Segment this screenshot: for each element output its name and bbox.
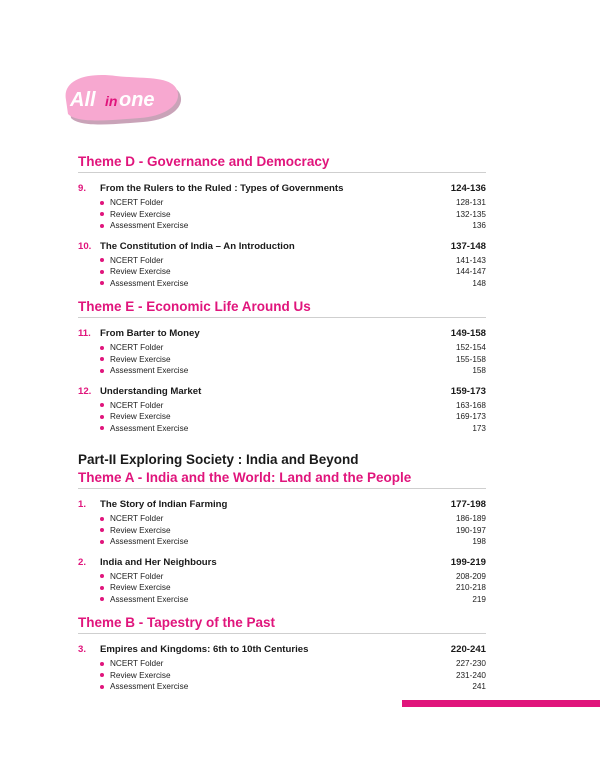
chapter-entry [78, 183, 486, 232]
chapter-entry [78, 644, 486, 693]
chapter-row[interactable] [78, 328, 486, 342]
part-heading: Part-II Exploring Society : India and Beyond [78, 452, 359, 467]
subitem-row[interactable] [78, 571, 486, 583]
bullet-icon [100, 586, 104, 590]
subitem-label: NCERT Folder [110, 400, 164, 410]
chapter-entry [78, 499, 486, 548]
chapter-row[interactable] [78, 241, 486, 255]
chapter-number: 2. [78, 556, 87, 568]
subitem-pages: 152-154 [455, 343, 486, 353]
subitem-pages: 163-168 [455, 400, 486, 410]
chapter-number: 11. [78, 328, 91, 339]
subitem-label: Assessment Exercise [110, 594, 189, 604]
bullet-icon [100, 540, 104, 544]
chapter-pages: 199-219 [450, 556, 486, 568]
bullet-icon [100, 212, 104, 216]
chapter-entry [78, 386, 486, 435]
chapter-pages: 149-158 [450, 328, 486, 339]
subitem-label: NCERT Folder [110, 198, 164, 208]
subitem-row[interactable] [78, 365, 486, 377]
chapter-pages: 159-173 [450, 385, 486, 397]
subitem-label: NCERT Folder [110, 343, 164, 353]
chapter-title: India and Her Neighbours [100, 556, 217, 568]
subitem-pages: 198 [472, 537, 486, 547]
bullet-icon [100, 357, 104, 361]
bullet-icon [100, 426, 104, 430]
theme-heading: Theme D - Governance and Democracy [78, 154, 486, 173]
chapter-row[interactable] [78, 386, 486, 400]
chapter-number: 12. [78, 385, 92, 397]
bullet-icon [100, 281, 104, 285]
bullet-icon [100, 685, 104, 689]
subitem-row[interactable] [78, 525, 486, 537]
subitem-label: Assessment Exercise [110, 278, 189, 288]
subitem-pages: 144-147 [455, 267, 486, 277]
subitem-row[interactable] [78, 209, 486, 221]
bullet-icon [100, 597, 104, 601]
chapter-pages: 177-198 [450, 499, 486, 510]
subitem-row[interactable] [78, 423, 486, 435]
bullet-icon [100, 403, 104, 407]
subitem-pages: 169-173 [455, 412, 486, 422]
subitem-pages: 231-240 [455, 670, 486, 680]
subitem-label: NCERT Folder [110, 659, 164, 669]
subitem-label: Review Exercise [110, 670, 171, 680]
bullet-icon [100, 517, 104, 521]
chapter-row[interactable] [78, 183, 486, 197]
subitem-pages: 141-143 [455, 255, 486, 265]
logo-text-all: All [70, 89, 96, 111]
bullet-icon [100, 528, 104, 532]
bullet-icon [100, 258, 104, 262]
table-of-contents [78, 154, 486, 693]
subitem-pages: 173 [472, 423, 486, 433]
chapter-row[interactable] [78, 644, 486, 658]
bullet-icon [100, 201, 104, 205]
bullet-icon [100, 662, 104, 666]
subitem-label: NCERT Folder [110, 514, 164, 524]
subitem-pages: 219 [472, 594, 486, 604]
subitem-row[interactable] [78, 411, 486, 423]
subitem-row[interactable] [78, 220, 486, 232]
subitem-pages: 148 [472, 278, 486, 288]
subitem-row[interactable] [78, 342, 486, 354]
subitem-row[interactable] [78, 354, 486, 366]
chapter-number: 9. [78, 183, 87, 194]
subitem-row[interactable] [78, 582, 486, 594]
subitem-label: Review Exercise [110, 267, 171, 277]
chapter-title: From Barter to Money [100, 328, 200, 339]
subitem-label: Review Exercise [110, 525, 171, 535]
theme-heading: Theme E - Economic Life Around Us [78, 299, 486, 318]
subitem-label: Assessment Exercise [110, 682, 189, 692]
subitem-pages: 158 [472, 366, 486, 376]
chapter-title: Empires and Kingdoms: 6th to 10th Centuries [100, 644, 309, 655]
subitem-row[interactable] [78, 681, 486, 693]
subitem-row[interactable] [78, 658, 486, 670]
logo-graphic [56, 66, 184, 130]
chapter-row[interactable] [78, 499, 486, 513]
chapter-pages: 137-148 [450, 240, 486, 252]
bullet-icon [100, 574, 104, 578]
subitem-row[interactable] [78, 536, 486, 548]
subitem-row[interactable] [78, 400, 486, 412]
subitem-label: Assessment Exercise [110, 221, 189, 231]
chapter-title: The Constitution of India – An Introduction [100, 240, 295, 252]
subitem-row[interactable] [78, 513, 486, 525]
chapter-entry [78, 557, 486, 606]
subitem-label: Review Exercise [110, 354, 171, 364]
bullet-icon [100, 673, 104, 677]
subitem-label: Review Exercise [110, 412, 171, 422]
subitem-pages: 208-209 [455, 571, 486, 581]
subitem-label: Review Exercise [110, 583, 171, 593]
subitem-label: NCERT Folder [110, 571, 164, 581]
subitem-pages: 186-189 [455, 514, 486, 524]
subitem-pages: 241 [472, 682, 486, 692]
subitem-label: Assessment Exercise [110, 537, 189, 547]
chapter-entry [78, 328, 486, 377]
logo-text-one: one [119, 89, 155, 111]
subitem-row[interactable] [78, 594, 486, 606]
subitem-row[interactable] [78, 197, 486, 209]
subitem-row[interactable] [78, 278, 486, 290]
subitem-pages: 132-135 [455, 209, 486, 219]
chapter-title: From the Rulers to the Ruled : Types of Governments [100, 183, 344, 194]
logo-text-in: in [105, 93, 118, 109]
subitem-pages: 227-230 [455, 659, 486, 669]
subitem-row[interactable] [78, 255, 486, 267]
subitem-pages: 155-158 [455, 354, 486, 364]
subitem-label: Assessment Exercise [110, 366, 189, 376]
chapter-number: 3. [78, 644, 87, 655]
footer-accent-bar [402, 700, 600, 707]
bullet-icon [100, 369, 104, 373]
bullet-icon [100, 270, 104, 274]
theme-heading: Theme A - India and the World: Land and the People [78, 470, 486, 489]
theme-heading: Theme B - Tapestry of the Past [78, 615, 486, 634]
chapter-title: Understanding Market [100, 385, 202, 397]
chapter-pages: 220-241 [450, 644, 486, 655]
chapter-row[interactable] [78, 557, 486, 571]
chapter-entry [78, 241, 486, 290]
chapter-number: 10. [78, 240, 92, 252]
chapter-pages: 124-136 [450, 183, 486, 194]
subitem-row[interactable] [78, 266, 486, 278]
bullet-icon [100, 346, 104, 350]
subitem-pages: 128-131 [455, 198, 486, 208]
bullet-icon [100, 415, 104, 419]
subitem-pages: 136 [472, 221, 486, 231]
chapter-title: The Story of Indian Farming [100, 499, 228, 510]
subitem-pages: 210-218 [455, 583, 486, 593]
subitem-label: NCERT Folder [110, 255, 164, 265]
subitem-label: Assessment Exercise [110, 423, 189, 433]
chapter-number: 1. [78, 499, 87, 510]
subitem-label: Review Exercise [110, 209, 171, 219]
allinone-logo [56, 66, 184, 130]
subitem-row[interactable] [78, 670, 486, 682]
bullet-icon [100, 224, 104, 228]
subitem-pages: 190-197 [455, 525, 486, 535]
